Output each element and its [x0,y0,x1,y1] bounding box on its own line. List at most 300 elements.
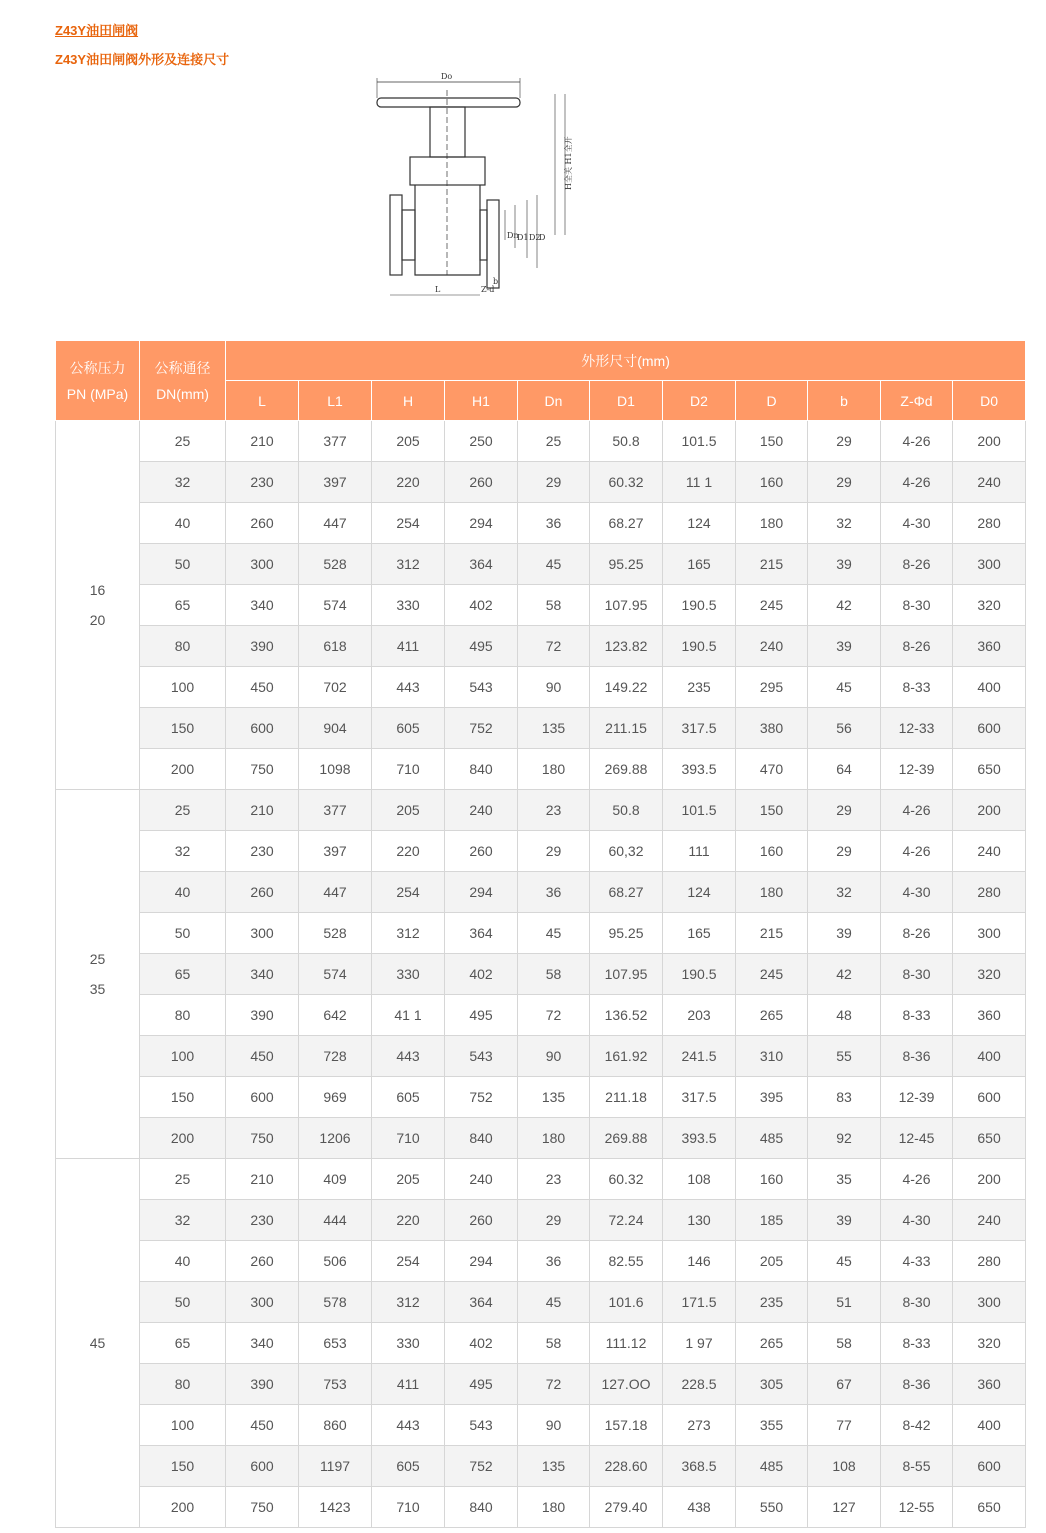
dimension-cell: 220 [372,462,445,503]
dn-cell: 150 [140,708,226,749]
dimension-cell: 400 [953,1405,1026,1446]
dimension-cell: 4-30 [881,503,953,544]
dimension-cell: 180 [518,1487,590,1528]
dimension-cell: 240 [445,1159,518,1200]
dimension-cell: 150 [736,421,808,462]
dimension-cell: 135 [518,708,590,749]
dimension-cell: 235 [736,1282,808,1323]
dimension-cell: 29 [808,790,881,831]
dimension-cell: 450 [226,1405,299,1446]
dimension-cell: 650 [953,1487,1026,1528]
dimension-cell: 543 [445,667,518,708]
dimension-cell: 495 [445,1364,518,1405]
dimension-cell: 1 97 [663,1323,736,1364]
dimension-cell: 29 [518,462,590,503]
sub-header-cell: D [736,381,808,421]
dimension-cell: 4-26 [881,790,953,831]
dimension-cell: 1197 [299,1446,372,1487]
dimension-cell: 72 [518,995,590,1036]
sub-header-cell: H [372,381,445,421]
table-row [56,1323,1026,1364]
dimension-cell: 728 [299,1036,372,1077]
table-row [56,1118,1026,1159]
dimension-cell: 485 [736,1118,808,1159]
dimension-cell: 400 [953,1036,1026,1077]
dimension-cell: 245 [736,954,808,995]
dimension-cell: 4-30 [881,1200,953,1241]
dimension-cell: 230 [226,831,299,872]
dimension-cell: 60.32 [590,462,663,503]
dimension-cell: 210 [226,421,299,462]
dimension-cell: 447 [299,872,372,913]
dimension-cell: 210 [226,1159,299,1200]
dimension-cell: 750 [226,1118,299,1159]
label-d1: D1 [517,233,529,242]
pn-cell: 25 35 [56,790,140,1159]
dimension-cell: 8-33 [881,667,953,708]
dimension-cell: 35 [808,1159,881,1200]
table-row [56,421,1026,462]
dimension-cell: 250 [445,421,518,462]
dimension-cell: 605 [372,1077,445,1118]
dimension-cell: 618 [299,626,372,667]
dn-cell: 80 [140,1364,226,1405]
dimension-cell: 29 [808,421,881,462]
dn-cell: 200 [140,1487,226,1528]
dimension-cell: 29 [518,1200,590,1241]
dimension-cell: 77 [808,1405,881,1446]
valve-drawing [375,70,585,300]
dimension-cell: 240 [736,626,808,667]
dimension-cell: 101.5 [663,421,736,462]
dimension-cell: 280 [953,503,1026,544]
table-row [56,749,1026,790]
dimension-cell: 23 [518,1159,590,1200]
table-row [56,667,1026,708]
dimension-cell: 8-26 [881,913,953,954]
table-row [56,872,1026,913]
dimension-cell: 200 [953,1159,1026,1200]
dimension-cell: 36 [518,872,590,913]
dimension-cell: 64 [808,749,881,790]
dimension-cell: 360 [953,626,1026,667]
dimension-cell: 228.60 [590,1446,663,1487]
dn-cell: 65 [140,954,226,995]
pn-cell: 45 [56,1159,140,1528]
dimension-cell: 355 [736,1405,808,1446]
table-row [56,626,1026,667]
dimension-cell: 300 [226,544,299,585]
dimension-cell: 205 [372,1159,445,1200]
header-dn: 公称通径 DN(mm) [140,341,226,421]
dimension-cell: 149.22 [590,667,663,708]
dimension-cell: 95.25 [590,544,663,585]
dimension-cell: 215 [736,913,808,954]
dimension-cell: 904 [299,708,372,749]
dimension-cell: 402 [445,954,518,995]
dimension-cell: 67 [808,1364,881,1405]
dimension-cell: 45 [518,913,590,954]
dimension-cell: 165 [663,913,736,954]
dn-cell: 200 [140,749,226,790]
dimension-cell: 101.6 [590,1282,663,1323]
dimension-cell: 150 [736,790,808,831]
dimension-cell: 340 [226,1323,299,1364]
dimension-cell: 157.18 [590,1405,663,1446]
dimension-cell: 215 [736,544,808,585]
table-row [56,462,1026,503]
dimension-cell: 4-30 [881,872,953,913]
dimension-cell: 860 [299,1405,372,1446]
dimension-cell: 50.8 [590,421,663,462]
dn-cell: 100 [140,1405,226,1446]
dimension-cell: 190.5 [663,585,736,626]
dimension-cell: 39 [808,1200,881,1241]
dn-cell: 40 [140,503,226,544]
dimension-cell: 45 [518,544,590,585]
dimension-cell: 395 [736,1077,808,1118]
sub-header-cell: L1 [299,381,372,421]
dn-cell: 100 [140,1036,226,1077]
dimension-cell: 470 [736,749,808,790]
dimension-cell: 58 [518,1323,590,1364]
table-row [56,708,1026,749]
dimension-cell: 240 [953,1200,1026,1241]
dimension-cell: 254 [372,872,445,913]
dimension-cell: 710 [372,1118,445,1159]
dimension-cell: 58 [518,954,590,995]
dimension-cell: 205 [736,1241,808,1282]
dimension-cell: 240 [445,790,518,831]
dimension-cell: 29 [808,831,881,872]
dimension-cell: 92 [808,1118,881,1159]
dimension-cell: 135 [518,1077,590,1118]
dimension-cell: 710 [372,749,445,790]
dimension-cell: 108 [663,1159,736,1200]
dimension-cell: 752 [445,708,518,749]
dimension-cell: 360 [953,995,1026,1036]
dimension-cell: 330 [372,1323,445,1364]
dimension-cell: 340 [226,585,299,626]
header-row [56,341,1026,381]
dimension-cell: 377 [299,790,372,831]
dimension-cell: 111.12 [590,1323,663,1364]
dimension-cell: 8-26 [881,544,953,585]
dimension-cell: 124 [663,503,736,544]
table-row [56,1159,1026,1200]
dimension-cell: 397 [299,831,372,872]
dn-cell: 80 [140,995,226,1036]
header-dimensions: 外形尺寸(mm) [226,341,1026,381]
dimension-cell: 840 [445,749,518,790]
dimension-cell: 29 [808,462,881,503]
dimension-cell: 300 [226,913,299,954]
sub-header-cell: Z-Φd [881,381,953,421]
dimension-cell: 265 [736,1323,808,1364]
dimension-cell: 377 [299,421,372,462]
left-flange-shape [390,195,402,275]
dimension-cell: 330 [372,954,445,995]
label-d2: D2 [529,233,541,242]
dn-cell: 25 [140,421,226,462]
dimension-cell: 8-42 [881,1405,953,1446]
dimension-cell: 180 [518,1118,590,1159]
dimension-cell: 4-26 [881,831,953,872]
dn-cell: 25 [140,790,226,831]
bonnet-shape [410,157,485,185]
dimension-cell: 650 [953,749,1026,790]
sub-header-cell: H1 [445,381,518,421]
dimension-cell: 48 [808,995,881,1036]
dn-cell: 50 [140,913,226,954]
dimension-cell: 280 [953,1241,1026,1282]
dn-cell: 100 [140,667,226,708]
dn-cell: 50 [140,1282,226,1323]
dimension-cell: 8-33 [881,1323,953,1364]
dimension-cell: 443 [372,1036,445,1077]
dimension-cell: 200 [953,421,1026,462]
dimension-cell: 45 [808,667,881,708]
dimension-cell: 260 [226,1241,299,1282]
yoke-shape [430,107,465,157]
label-z-d: Z-d [481,285,495,294]
dimension-cell: 12-55 [881,1487,953,1528]
sub-header-cell: b [808,381,881,421]
dn-cell: 32 [140,1200,226,1241]
dimension-cell: 312 [372,913,445,954]
dimension-cell: 127 [808,1487,881,1528]
dimension-cell: 273 [663,1405,736,1446]
dimension-cell: 1423 [299,1487,372,1528]
dimension-cell: 90 [518,667,590,708]
table-row [56,1036,1026,1077]
dimension-cell: 312 [372,1282,445,1323]
dimension-cell: 390 [226,1364,299,1405]
table-row [56,954,1026,995]
dimension-cell: 32 [808,872,881,913]
table-row [56,1282,1026,1323]
dimension-cell: 220 [372,831,445,872]
dimension-cell: 390 [226,995,299,1036]
dn-cell: 150 [140,1077,226,1118]
header-pn: 公称压力 PN (MPa) [56,341,140,421]
dimension-cell: 574 [299,954,372,995]
dn-cell: 40 [140,872,226,913]
dimension-cell: 364 [445,1282,518,1323]
dimension-cell: 710 [372,1487,445,1528]
dimension-cell: 8-26 [881,626,953,667]
dimension-cell: 171.5 [663,1282,736,1323]
dimension-cell: 4-26 [881,462,953,503]
dimension-cell: 230 [226,1200,299,1241]
dimension-cell: 753 [299,1364,372,1405]
dimension-cell: 12-39 [881,749,953,790]
dimension-cell: 368.5 [663,1446,736,1487]
label-b: b [493,277,499,286]
dimension-cell: 72.24 [590,1200,663,1241]
dimension-cell: 8-36 [881,1036,953,1077]
dimension-cell: 228.5 [663,1364,736,1405]
dimension-cell: 380 [736,708,808,749]
dimension-cell: 240 [953,462,1026,503]
dimension-cell: 58 [808,1323,881,1364]
dimension-cell: 41 1 [372,995,445,1036]
dimension-cell: 51 [808,1282,881,1323]
dimension-cell: 294 [445,503,518,544]
dimension-cell: 8-33 [881,995,953,1036]
table-row [56,831,1026,872]
dimension-cell: 4-26 [881,421,953,462]
dimension-cell: 752 [445,1077,518,1118]
dimension-cell: 605 [372,708,445,749]
dimension-cell: 438 [663,1487,736,1528]
pn-cell: 16 20 [56,421,140,790]
dimension-cell: 190.5 [663,626,736,667]
dimension-cell: 320 [953,585,1026,626]
dimension-cell: 68.27 [590,872,663,913]
dimension-cell: 50.8 [590,790,663,831]
dimension-cell: 82.55 [590,1241,663,1282]
dimension-cell: 574 [299,585,372,626]
dimension-cell: 600 [226,1446,299,1487]
dimension-cell: 409 [299,1159,372,1200]
dimension-cell: 260 [445,831,518,872]
label-d: D [539,233,546,242]
dimension-cell: 295 [736,667,808,708]
dimension-cell: 550 [736,1487,808,1528]
table-row [56,544,1026,585]
dn-cell: 25 [140,1159,226,1200]
dimension-cell: 72 [518,1364,590,1405]
dimension-cell: 260 [226,503,299,544]
dimension-cell: 180 [736,872,808,913]
dimension-cell: 235 [663,667,736,708]
dimension-cell: 136.52 [590,995,663,1036]
dimension-cell: 750 [226,749,299,790]
dimension-cell: 485 [736,1446,808,1487]
dimension-cell: 411 [372,1364,445,1405]
dimension-cell: 543 [445,1036,518,1077]
dimension-cell: 294 [445,872,518,913]
dimension-cell: 300 [953,1282,1026,1323]
dimension-cell: 107.95 [590,954,663,995]
dimension-cell: 330 [372,585,445,626]
dimension-cell: 294 [445,1241,518,1282]
dimension-cell: 320 [953,1323,1026,1364]
dimension-cell: 650 [953,1118,1026,1159]
dimension-cell: 45 [808,1241,881,1282]
dimension-cell: 25 [518,421,590,462]
dimension-cell: 840 [445,1487,518,1528]
dimension-cell: 340 [226,954,299,995]
dn-cell: 150 [140,1446,226,1487]
dimension-cell: 240 [953,831,1026,872]
dimension-cell: 180 [518,749,590,790]
dimension-cell: 4-26 [881,1159,953,1200]
dimension-cell: 411 [372,626,445,667]
dimension-cell: 11 1 [663,462,736,503]
dimension-cell: 450 [226,1036,299,1077]
dimension-cell: 642 [299,995,372,1036]
dimension-cell: 443 [372,1405,445,1446]
dimension-cell: 393.5 [663,1118,736,1159]
dimension-cell: 279.40 [590,1487,663,1528]
dimension-cell: 506 [299,1241,372,1282]
dimension-cell: 280 [953,872,1026,913]
dimension-cell: 60,32 [590,831,663,872]
dimension-cell: 124 [663,872,736,913]
dimension-cell: 447 [299,503,372,544]
dimension-cell: 402 [445,1323,518,1364]
dimension-cell: 390 [226,626,299,667]
dimension-cell: 402 [445,585,518,626]
dimension-cell: 111 [663,831,736,872]
dn-cell: 50 [140,544,226,585]
dn-cell: 80 [140,626,226,667]
dimension-cell: 205 [372,421,445,462]
dimension-cell: 36 [518,1241,590,1282]
handwheel-shape [377,98,520,107]
dimension-cell: 1206 [299,1118,372,1159]
dimension-cell: 83 [808,1077,881,1118]
dimension-cell: 12-45 [881,1118,953,1159]
table-row [56,503,1026,544]
dn-cell: 40 [140,1241,226,1282]
dimension-cell: 160 [736,462,808,503]
dimension-cell: 600 [953,708,1026,749]
dimension-cell: 12-33 [881,708,953,749]
sub-header-cell: L [226,381,299,421]
dimension-cell: 400 [953,667,1026,708]
table-row [56,1405,1026,1446]
table-row [56,790,1026,831]
dimension-cell: 4-33 [881,1241,953,1282]
dimension-cell: 300 [953,544,1026,585]
dimension-cell: 600 [226,708,299,749]
dimension-cell: 543 [445,1405,518,1446]
dimension-cell: 578 [299,1282,372,1323]
dimension-cell: 108 [808,1446,881,1487]
dimension-cell: 260 [445,462,518,503]
dimension-cell: 269.88 [590,749,663,790]
label-do: Do [441,72,453,81]
dimension-cell: 29 [518,831,590,872]
dimension-cell: 1098 [299,749,372,790]
dimension-cell: 241.5 [663,1036,736,1077]
dimension-cell: 211.18 [590,1077,663,1118]
dimension-cell: 160 [736,1159,808,1200]
dimension-cell: 254 [372,503,445,544]
dimension-cell: 269.88 [590,1118,663,1159]
dimension-cell: 190.5 [663,954,736,995]
dimension-cell: 32 [808,503,881,544]
dimension-cell: 260 [445,1200,518,1241]
dimension-cell: 42 [808,585,881,626]
dimension-cell: 56 [808,708,881,749]
dimension-cell: 68.27 [590,503,663,544]
dimension-cell: 45 [518,1282,590,1323]
dimension-cell: 300 [226,1282,299,1323]
table-row [56,1446,1026,1487]
label-l: L [435,285,441,294]
dimension-cell: 444 [299,1200,372,1241]
dimension-cell: 58 [518,585,590,626]
dimension-cell: 312 [372,544,445,585]
body-shape [415,185,480,275]
dimension-cell: 600 [226,1077,299,1118]
product-title-link[interactable]: Z43Y油田闸阀 [55,23,139,38]
dimensions-table [55,340,1026,1528]
